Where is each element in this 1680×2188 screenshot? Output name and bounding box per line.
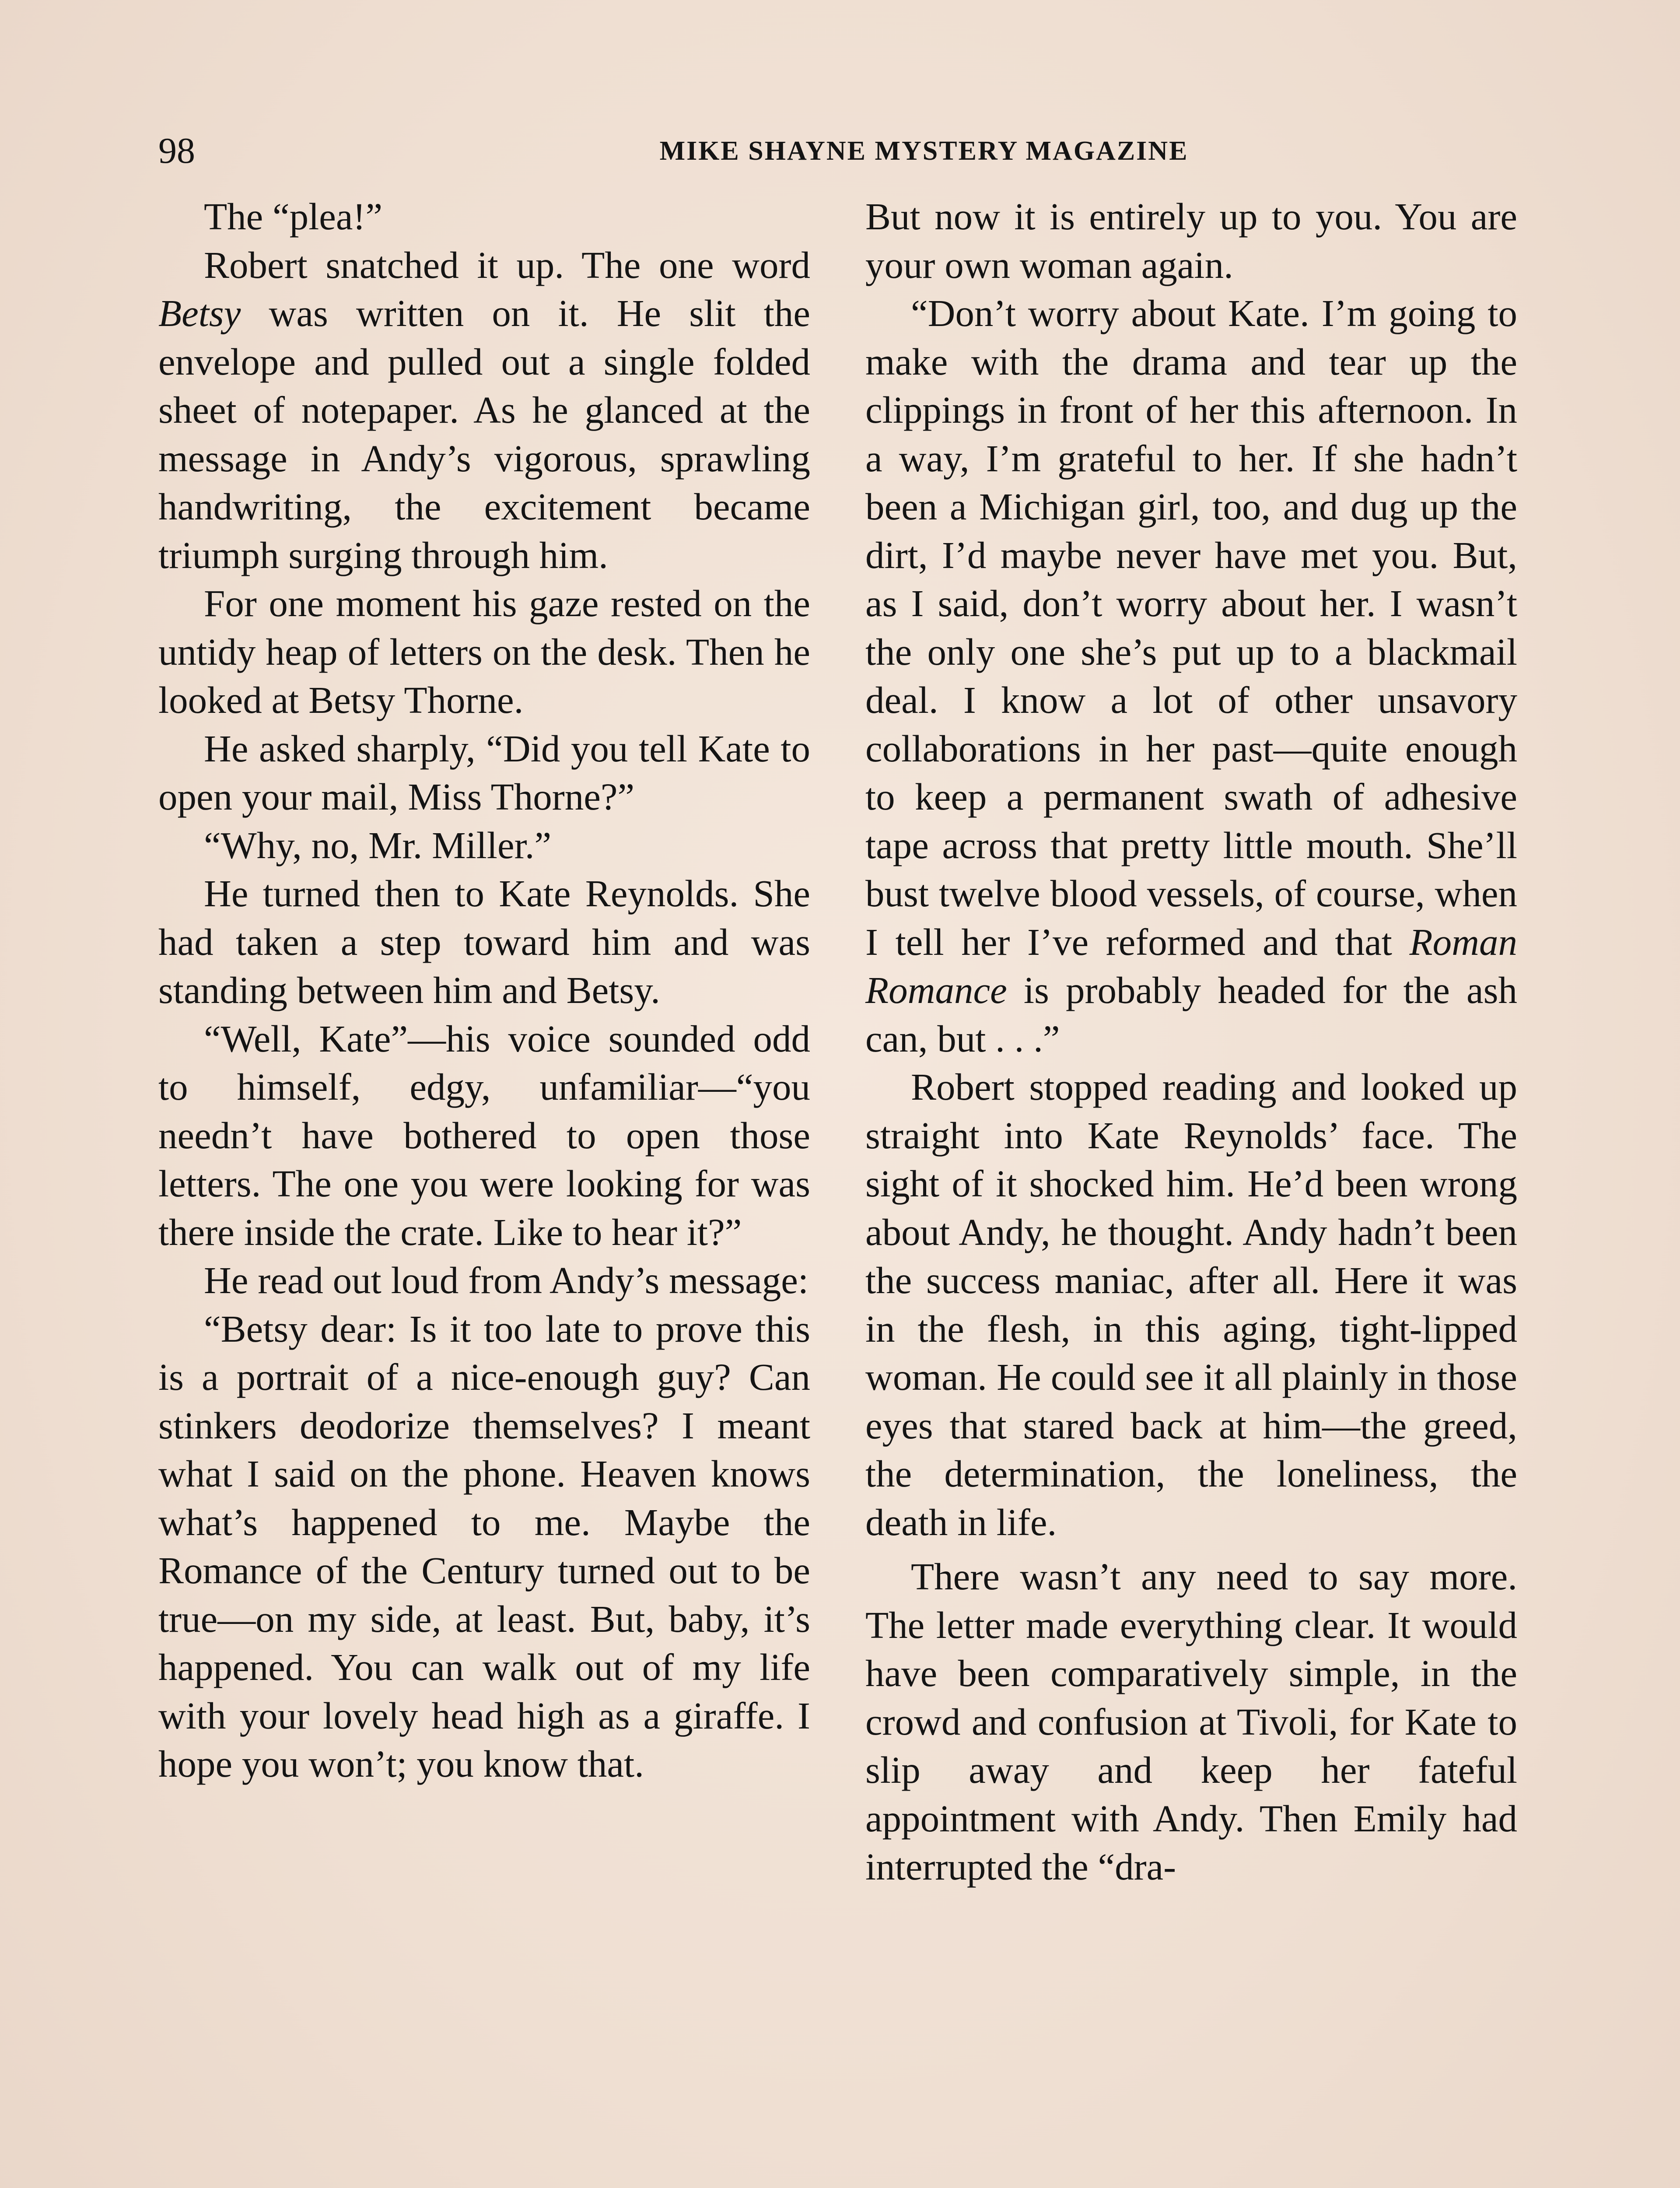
paragraph (865, 193, 1517, 289)
paragraph (158, 1305, 810, 1788)
paragraph (158, 579, 810, 725)
paragraph (158, 193, 810, 241)
text-run: He turned then to Kate Reynolds. She had taken a step toward him and was standing between him and Betsy. (158, 872, 810, 1011)
paragraph (158, 725, 810, 821)
text-run: For one moment his gaze rested on the untidy heap of letters on the desk. Then he looked at Betsy Thorne. (158, 582, 810, 721)
paragraph (865, 1553, 1517, 1891)
magazine-title: MIKE SHAYNE MYSTERY MAGAZINE (659, 136, 1189, 166)
text-run: “Don’t worry about Kate. I’m going to make with the drama and tear up the clippings in front of her this afternoon. In a way, I’m grateful to her. If she hadn’t been a Michigan girl, too, and dug up the dirt, I’d maybe never have met you. But, as I said, don’t worry about her. I wasn’t the only one she’s put up to a blackmail deal. I know a lot of other unsavory collaborations in her past—quite enough to keep a permanent swath of adhesive tape across that pretty little mouth. She’ll bust twelve blood vessels, of course, when I tell her I’ve reformed and that (865, 292, 1517, 963)
text-run: He read out loud from Andy’s message: (204, 1259, 809, 1301)
text-run: But now it is entirely up to you. You are your own woman again. (865, 195, 1517, 286)
text-run: Robert stopped reading and looked up straight into Kate Reynolds’ face. The sight of it shocked him. He’d been wrong about Andy, he thought. Andy hadn’t been the success maniac, after all. Here it was in the flesh, in this aging, tight-lipped woman. He could see it all plainly in those eyes that stared back at him—the greed, the determination, the loneliness, the death in life. (865, 1066, 1517, 1543)
text-run: is probably headed for the ash can, but . . .” (865, 969, 1517, 1060)
page-number: 98 (158, 130, 195, 171)
italic-text: Roman Romance (865, 920, 1517, 1011)
text-run: There wasn’t any need to say more. The letter made everything clear. It would have been comparatively simple, in the crowd and confusion at Tivoli, for Kate to slip away and keep her fateful appointment with Andy. Then Emily had interrupted the “dra- (865, 1555, 1517, 1888)
right-text-column (865, 193, 1517, 1891)
italic-text: Betsy (158, 292, 241, 334)
paragraph (158, 821, 810, 870)
text-run: Robert snatched it up. The one word (204, 243, 810, 286)
paragraph (158, 870, 810, 1015)
text-run: He asked sharply, “Did you tell Kate to open your mail, Miss Thorne?” (158, 727, 810, 818)
left-text-column (158, 193, 810, 1788)
text-run: The “plea!” (204, 195, 383, 238)
paragraph (865, 289, 1517, 1063)
text-run: was written on it. He slit the envelope and pulled out a single folded sheet of notepaper. As he glanced at the message in Andy’s vigorous, sprawling handwriting, the excitement became triumph surging through him. (158, 292, 810, 576)
paragraph (158, 1256, 810, 1305)
text-run: “Betsy dear: Is it too late to prove this is a portrait of a nice-enough guy? Can stinkers deodorize themselves? I meant what I said on the phone. Heaven knows what’s happened to me. Maybe the Romance of the Century turned out to be true—on my side, at least. But, baby, it’s happened. You can walk out of my life with your lovely head high as a giraffe. I hope you won’t; you know that. (158, 1307, 810, 1785)
text-run: “Well, Kate”—his voice sounded odd to himself, edgy, unfamiliar—“you needn’t have bothered to open those letters. The one you were looking for was there inside the crate. Like to hear it?” (158, 1017, 810, 1253)
paragraph (865, 1063, 1517, 1546)
paragraph (158, 1015, 810, 1257)
text-run: “Why, no, Mr. Miller.” (204, 824, 552, 866)
running-head (158, 127, 1523, 175)
paragraph (158, 241, 810, 580)
